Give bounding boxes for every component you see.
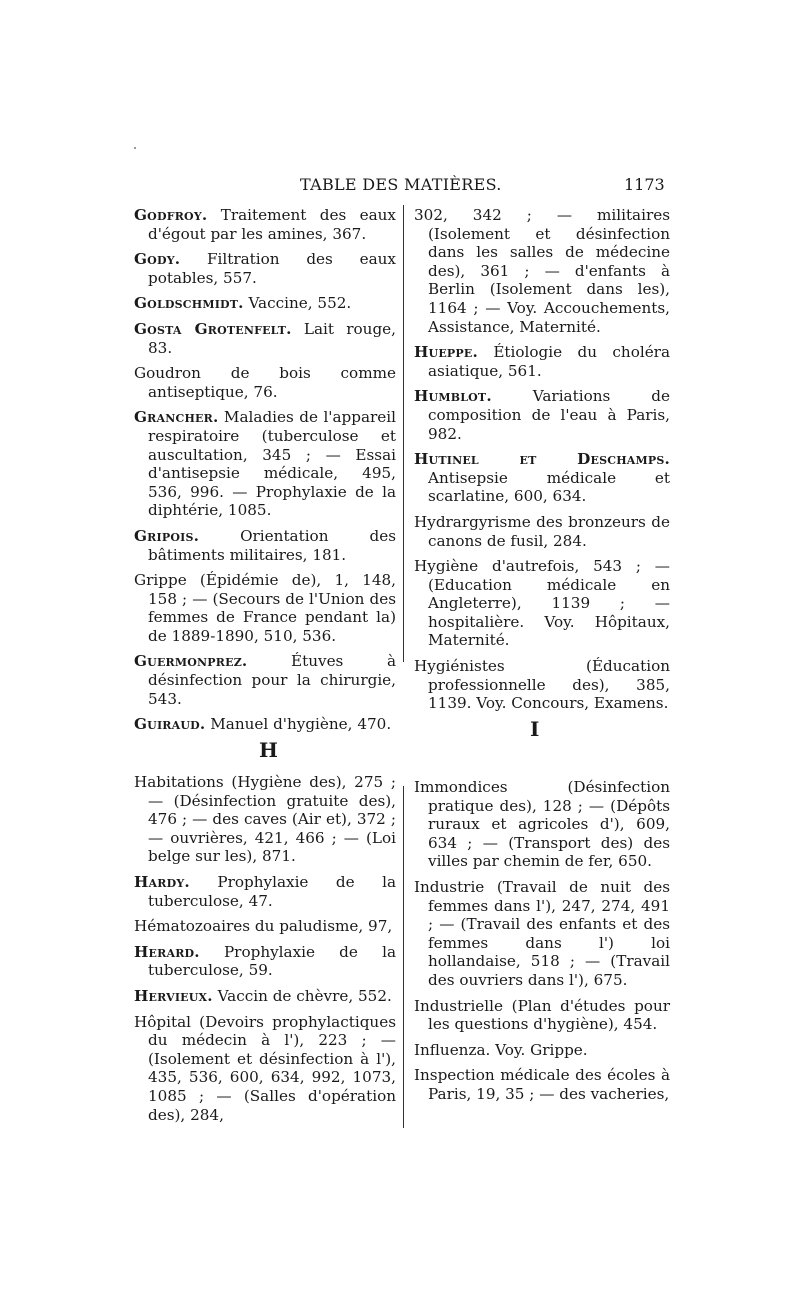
entry-text: Vaccin de chèvre, 552. <box>212 986 392 1005</box>
author-name: Humblot. <box>414 387 492 406</box>
column-rule-top <box>403 205 404 662</box>
index-entry <box>414 657 670 713</box>
entry-text: Hygiène d'autrefois, 543 ; — (Education médicale en Angleterre), 1139 ; — hospitalière. Voy. Hôpitaux, Maternité. <box>414 557 670 650</box>
index-entry <box>134 773 396 866</box>
index-entry <box>134 364 396 401</box>
entry-text: Étiologie du choléra asiatique, 561. <box>428 343 670 380</box>
entry-text: Industrie (Travail de nuit des femmes dans l'), 247, 274, 491 ; — (Travail des enfants et des femmes dans l') loi hollandaise, 518 ; — (Travail des ouvriers dans l'), 675. <box>414 877 670 989</box>
author-name: Goldschmidt. <box>134 294 244 313</box>
index-entry <box>414 878 670 990</box>
entry-text: Inspection médicale des écoles à Paris, 19, 35 ; — des vacheries, <box>414 1066 670 1103</box>
author-name: Gosta Grotenfelt. <box>134 319 292 338</box>
entry-text: Grippe (Épidémie de), 1, 148, 158 ; — (Secours de l'Union des femmes de France pendant la) de 1889-1890, 510, 536. <box>134 571 396 645</box>
index-entry <box>414 513 670 550</box>
entry-text: Immondices (Désinfection pratique des), 128 ; — (Dépôts ruraux et agricoles d'), 609, 634 ; — (Transport des) des villes par chemin de fer, 650. <box>414 778 670 871</box>
index-entry <box>414 997 670 1034</box>
index-entry <box>134 408 396 520</box>
left-column-bottom <box>134 773 396 1131</box>
index-entry <box>134 917 396 936</box>
entry-text: Goudron de bois comme antiseptique, 76. <box>134 364 396 401</box>
page-speck <box>134 147 136 149</box>
section-heading-h: H <box>259 738 278 762</box>
entry-text: Prophylaxie de la tuberculose, 47. <box>148 872 396 910</box>
index-entry <box>134 571 396 645</box>
author-name: Gody. <box>134 250 181 269</box>
entry-text: Hygiénistes (Éducation professionnelle des), 385, 1139. Voy. Concours, Examens. <box>414 657 670 713</box>
entry-text: Antisepsie médicale et scarlatine, 600, 634. <box>428 468 670 506</box>
entry-text: Prophylaxie de la tuberculose, 59. <box>148 942 396 980</box>
index-entry <box>134 652 396 708</box>
entry-text: Étuves à désinfection pour la chirurgie, 543. <box>148 652 396 708</box>
author-name: Hueppe. <box>414 343 478 362</box>
author-name: Herard. <box>134 942 200 961</box>
entry-text: Vaccine, 552. <box>243 294 352 313</box>
index-entry <box>134 1013 396 1125</box>
entry-text: Traitement des eaux d'égout par les amines, 367. <box>148 206 396 243</box>
right-column-top <box>414 206 670 720</box>
entry-text: 302, 342 ; — militaires (Isolement et désinfection dans les salles de médecine des), 361 ; — d'enfants à Berlin (Isolement dans les), 1164 ; — Voy. Accouchements, Assistance, Maternité. <box>414 206 670 336</box>
entry-text: Influenza. Voy. Grippe. <box>414 1040 588 1059</box>
author-name: Hardy. <box>134 872 190 891</box>
index-entry <box>134 527 396 564</box>
left-column-top <box>134 206 396 741</box>
index-entry <box>134 294 396 313</box>
entry-text: Variations de composition de l'eau à Paris, 982. <box>428 387 670 443</box>
running-title: TABLE DES MATIÈRES. <box>300 175 502 194</box>
entry-text: Filtration des eaux potables, 557. <box>148 250 396 287</box>
index-entry <box>134 715 396 734</box>
index-entry <box>414 557 670 650</box>
index-entry <box>134 206 396 243</box>
index-entry <box>414 1041 670 1060</box>
entry-text: Industrielle (Plan d'études pour les questions d'hygiène), 454. <box>414 996 670 1034</box>
entry-text: Orientation des bâtiments militaires, 181. <box>148 526 396 564</box>
index-entry <box>414 450 670 506</box>
index-entry <box>414 343 670 380</box>
author-name: Guiraud. <box>134 715 206 734</box>
entry-text: Hôpital (Devoirs prophylactiques du médecin à l'), 223 ; — (Isolement et désinfection à l'), 435, 536, 600, 634, 992, 1073, 1085 ; — (Salles d'opération des), 284, <box>134 1012 396 1124</box>
index-entry <box>134 320 396 357</box>
index-entry <box>414 778 670 871</box>
right-column-bottom <box>414 778 670 1111</box>
entry-text: Hématozoaires du paludisme, 97, <box>134 917 393 936</box>
index-entry <box>414 206 670 336</box>
index-entry <box>134 873 396 910</box>
column-rule-bottom <box>403 786 404 1128</box>
entry-text: Manuel d'hygiène, 470. <box>205 715 392 734</box>
entry-text: Hydrargyrisme des bronzeurs de canons de fusil, 284. <box>414 512 670 550</box>
author-name: Grancher. <box>134 408 219 427</box>
index-entry <box>134 987 396 1006</box>
entry-text: Lait rouge, 83. <box>148 319 396 357</box>
author-name: Guermonprez. <box>134 652 248 671</box>
index-entry <box>134 943 396 980</box>
entry-text: Maladies de l'appareil respiratoire (tuberculose et auscultation, 345 ; — Essai d'antisepsie médicale, 495, 536, 996. — Prophylaxie de la diphtérie, 1085. <box>148 408 396 520</box>
author-name: Hervieux. <box>134 986 213 1005</box>
section-heading-i: I <box>530 717 540 741</box>
author-name: Hutinel et Deschamps. <box>414 450 670 469</box>
entry-text: Habitations (Hygiène des), 275 ; — (Désinfection gratuite des), 476 ; — des caves (Air et), 372 ; — ouvrières, 421, 466 ; — (Loi belge sur les), 871. <box>134 773 396 866</box>
page-number: 1173 <box>624 175 665 194</box>
index-entry <box>134 250 396 287</box>
author-name: Gripois. <box>134 526 200 545</box>
author-name: Godfroy. <box>134 206 208 224</box>
index-entry <box>414 387 670 443</box>
index-entry <box>414 1066 670 1103</box>
